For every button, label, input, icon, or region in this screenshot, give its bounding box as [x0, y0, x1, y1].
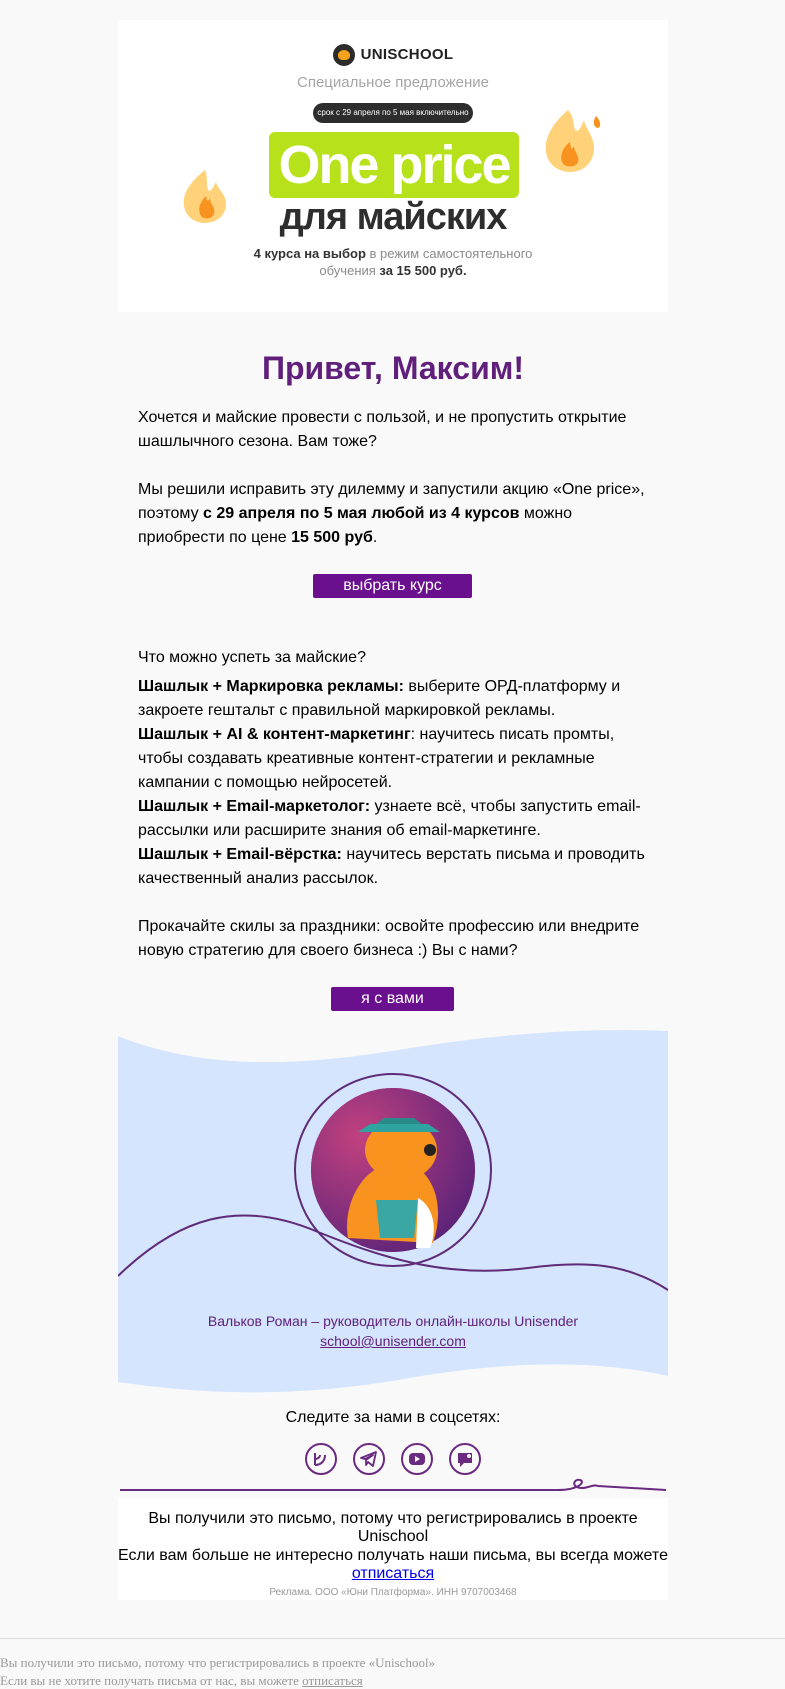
bottom-unsubscribe-text: Если вы не хотите получать письма от нас, вы можете отписаться: [0, 1673, 363, 1688]
footer-unsubscribe-text: Если вам больше не интересно получать наши письма, вы всегда можете отписаться: [118, 1547, 668, 1582]
footer-unsubscribe-link[interactable]: отписаться: [351, 1565, 435, 1582]
brand-logo: UNISCHOOL: [118, 44, 668, 66]
question-text: Что можно успеть за майские?: [138, 649, 366, 666]
intro-paragraph-1: Хочется и майские провести с пользой, и не пропустить открытие шашлычного сезона. Вам тоже?: [138, 409, 627, 450]
author-email-link[interactable]: school@unisender.com: [320, 1333, 466, 1349]
mascot-logo-icon: [333, 44, 355, 66]
author-name: Вальков Роман – руководитель онлайн-школы Unisender: [207, 1313, 579, 1329]
chat-icon[interactable]: [449, 1443, 481, 1475]
course-item-2: Шашлык + AI & контент-маркетинг: научитесь писать промты, чтобы создавать креативные контент-стратегии и рекламные кампании с помощью нейросетей.: [138, 726, 615, 791]
outro-paragraph: Прокачайте скилы за праздники: освойте профессию или внедрите новую стратегию для своего бизнеса :) Вы с нами?: [138, 918, 640, 959]
bottom-unsubscribe-link[interactable]: отписаться: [302, 1673, 363, 1688]
course-item-4: Шашлык + Email-вёрстка: научитесь верстать письма и проводить качественный анализ рассылок.: [138, 846, 645, 887]
blog-icon[interactable]: [305, 1443, 337, 1475]
telegram-icon[interactable]: [353, 1443, 385, 1475]
special-offer-label: Специальное предложение: [296, 74, 490, 91]
date-pill: срок с 29 апреля по 5 мая включительно: [313, 103, 473, 123]
flame-icon-left: [180, 168, 230, 224]
flame-icon-right: [538, 106, 604, 174]
follow-us-label: Следите за нами в соцсетях:: [285, 1409, 501, 1426]
youtube-icon[interactable]: [401, 1443, 433, 1475]
course-list: [138, 675, 658, 891]
bottom-reason-text: Вы получили это письмо, потому что регистрировались в проекте «Unischool»: [0, 1655, 436, 1670]
promo-banner: [118, 20, 668, 312]
bottom-divider: [0, 1638, 785, 1639]
course-item-1: Шашлык + Маркировка рекламы: выберите ОРД-платформу и закроете гештальт с правильной маркировкой рекламы.: [138, 678, 621, 719]
subheadline: для майских: [279, 196, 507, 238]
footer-reason-text: Вы получили это письмо, потому что регистрировались в проекте Unischool: [148, 1510, 638, 1545]
footer-divider: [118, 1474, 668, 1492]
greeting-heading: Привет, Максим!: [261, 350, 525, 386]
banner-description: 4 курса на выбор в режим самостоятельного: [253, 246, 533, 261]
intro-paragraph-2: Мы решили исправить эту дилемму и запустили акцию «One price», поэтому с 29 апреля по 5 мая любой из 4 курсов можно приобрести по цене 15 500 руб.: [138, 481, 645, 546]
join-button[interactable]: я с вами: [331, 987, 454, 1011]
legal-notice: Реклама. ООО «Юни Платформа». ИНН 9707003468: [269, 1587, 517, 1598]
headline: One price: [269, 132, 519, 198]
banner-description-line2: обучения за 15 500 руб.: [319, 263, 467, 278]
course-item-3: Шашлык + Email-маркетолог: узнаете всё, чтобы запустить email-рассылки или расширите знания об email-маркетинге.: [138, 798, 641, 839]
choose-course-button[interactable]: выбрать курс: [313, 574, 472, 598]
